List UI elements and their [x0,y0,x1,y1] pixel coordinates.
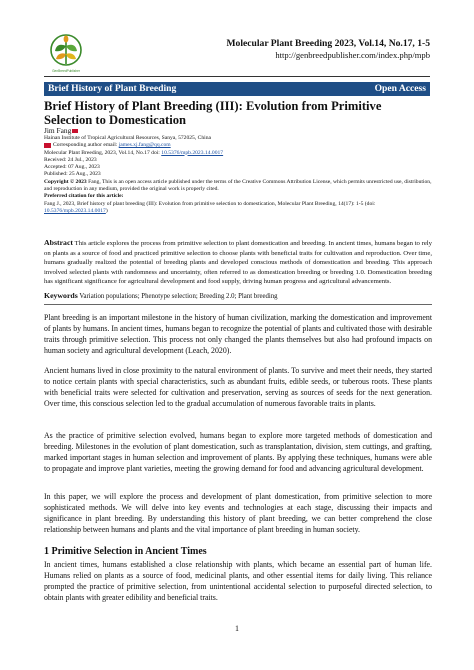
keywords-label: Keywords [44,291,78,300]
author-flag-icon [72,129,78,133]
journal-title: Molecular Plant Breeding 2023, Vol.14, No.17, 1-5 [226,38,430,49]
accepted-date: Accepted: 07 Aug., 2023 [44,164,100,171]
citation-prefix: Molecular Plant Breeding, 2023, Vol.14, No.17 doi: [44,149,160,156]
section-paragraph: In ancient times, humans established a close relationship with plants, which became an essential part of human life. Humans relied on plants as a source of food, medicinal plants, and other essential items for daily living. This reliance prompted the practice of primitive selection, from unintentional accidental selection to purposeful directed selection, to obtain plants with greater edibility and beneficial traits. [44,560,432,602]
abstract-label: Abstract [44,238,74,247]
received-date: Received: 24 Jul., 2023 [44,156,97,163]
section-banner [44,82,430,96]
keywords-divider [44,304,432,305]
article-title: Brief History of Plant Breeding (III): Evolution from Primitive Selection to Domestication [44,99,382,127]
body-paragraph: Plant breeding is an important milestone in the history of human civilization, marking the domestication and improvement of plants by humans. In ancient times, humans began to recognize the potential of plants and cultivated those with desirable traits through primitive selection. This process not only changed the plants themselves but also had profound impacts on human society and agricultural development (Leach, 2020). [44,313,432,355]
author-name[interactable]: Jim Fang [44,126,72,135]
corresponding-label: Corresponding author email: [53,142,118,149]
keywords [44,291,432,301]
copyright-text: Fang, This is an open access article published under the terms of the Creative Commons Attribution License, which permits unrestricted use, distribution, and reproduction in any medium, provided the original work is properly cited. [44,178,432,193]
doi-link[interactable]: 10.5376/mpb.2023.14.0017 [161,149,224,156]
article-metadata [44,127,432,215]
journal-url[interactable]: http://genbreedpublisher.com/index.php/mpb [275,50,430,60]
abstract [44,238,432,287]
published-date: Published: 25 Aug., 2023 [44,171,101,178]
preferred-citation-text: Fang J., 2023, Brief history of plant breeding (III): Evolution from primitive selection to domestication, Molecular Plant Breeding, 14(17): 1-5 (doi: [44,200,376,207]
page-number: 1 [235,624,239,633]
body-paragraph: As the practice of primitive selection evolved, humans began to explore more targeted methods of domestication and breeding. Milestones in the evolution of plant domestication, such as transplantation, division, stem cuttings, and grafting, marked important stages in human selection and improvement of plants. By applying these techniques, humans were able to propagate and improve plant varieties, meeting the growing demand for food and advancing agricultural development. [44,431,432,473]
copyright-label: Copyright © 2023 [44,178,87,185]
body-paragraph: Ancient humans lived in close proximity to the natural environment of plants. To survive and meet their needs, they started to notice certain plants with special characteristics, such as abundant fruits, edible seeds, or tuberous roots. These plants with beneficial traits were selected for cultivation and preservation, serving as sources of seeds for the next generation. Over time, this conscious selection led to the gradual accumulation of numerous favorable traits in plants. [44,366,432,408]
publisher-logo-icon [44,30,88,74]
banner-series-title: Brief History of Plant Breeding [48,83,177,94]
svg-text:GenBreedPublisher: GenBreedPublisher [52,69,80,73]
preferred-doi-link[interactable]: 10.5376/mpb.2023.14.0017 [44,207,106,214]
affiliation: Hainan Institute of Tropical Agricultural Resources, Sanya, 572025, China [44,135,212,141]
corresponding-email-link[interactable]: james.xj.fang@qq.com [118,142,171,149]
header-divider [44,76,430,77]
body-paragraph: In this paper, we will explore the process and development of plant domestication, from primitive selection to more sophisticated methods. We will delve into key events and technologies at each stage, discussing their impacts and significance in plant breeding. By understanding this history of plant breeding, we can better comprehend the close relationship between humans and plants and the vital importance of plant breeding in human society. [44,492,432,534]
preferred-citation-label: Preferred citation for this article: [44,193,124,200]
email-icon [44,143,51,148]
abstract-text: This article explores the process from primitive selection to plant domestication and breeding. In ancient times, humans began to rely on plants as a source of food and practiced primitive selection to choose plants with beneficial traits for cultivation and reproduction. Over time, humans gradually realized the potential of breeding plants and developed conscious methods of domestication and breeding. This approach involved selected plants with randomness and uncertainty, often referred to as domestication breeding or breeding 1.0. Domestication breeding has significant significance for agricultural development and food supply, driving human progress and agricultural advancements. [44,240,432,285]
section-heading: 1 Primitive Selection in Ancient Times [44,546,207,557]
keywords-text: Variation populations; Phenotype selection; Breeding 2.0; Plant breeding [79,293,278,300]
open-access-label: Open Access [374,83,426,94]
preferred-citation-close: ) [105,207,108,214]
page-header [44,30,430,76]
